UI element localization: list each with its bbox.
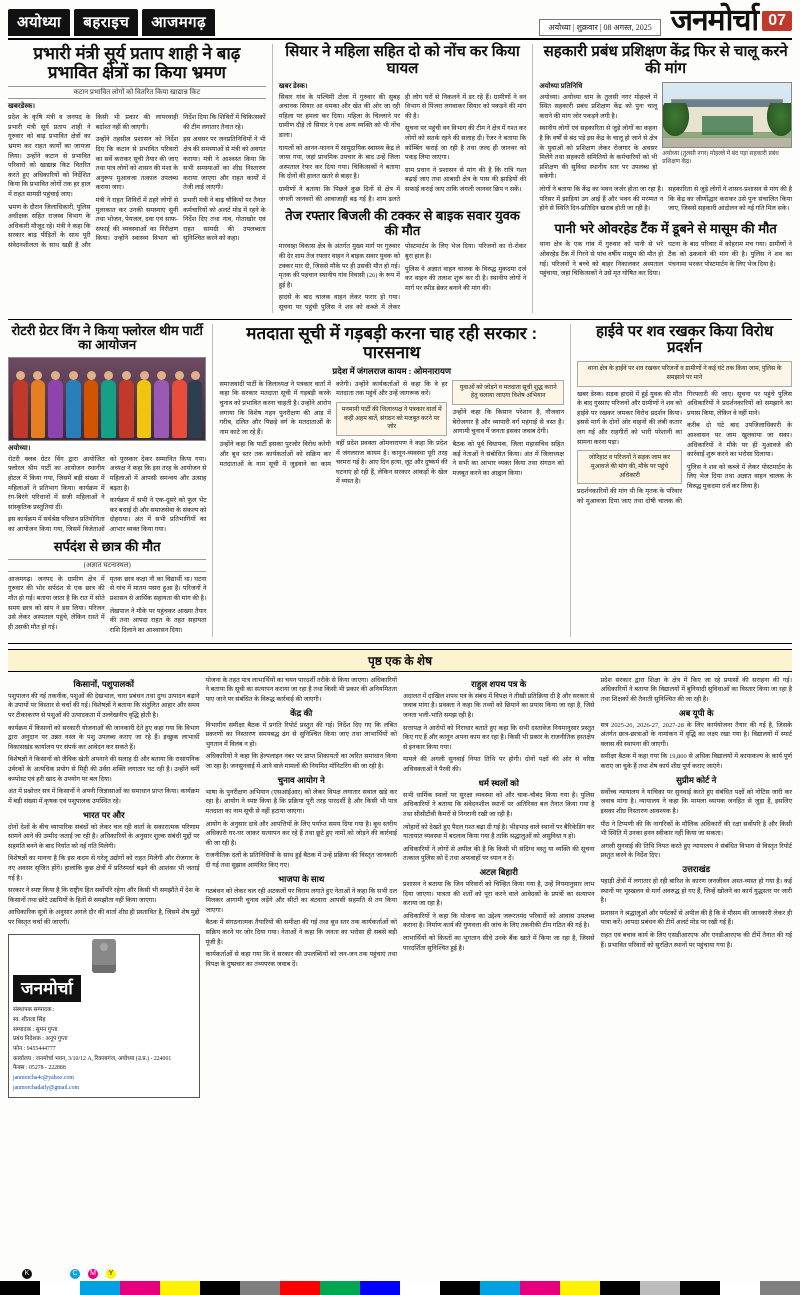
imprint-line: प्रबंध निदेशक : अनूप गुप्ता — [13, 1036, 68, 1043]
color-swatch — [480, 1281, 520, 1295]
photo-person-head — [87, 371, 96, 380]
story-para: घायलों को आनन-फानन में सामुदायिक स्वास्थ्य केंद्र ले जाया गया, जहां प्राथमिक उपचार के बाद उन्हें जिला अस्पताल रेफर कर दिया गया। चिकित्सकों ने बताया कि दोनों की हालत खतरे से बाहर है। — [278, 144, 401, 181]
imprint-box — [8, 934, 200, 1099]
story-para: आजमगढ़। जनपद के ग्रामीण क्षेत्र में गुरुवार की भोर सर्पदंश से एक छात्र की मौत हो गई। बताया जाता है कि रात में सोते समय छात्र को सांप ने डस लिया। परिजन उसे लेकर अस्पताल पहुंचे, लेकिन रास्ते में ही उसकी मौत हो गई। — [8, 575, 105, 631]
story-para: प्रदेश के कृषि मंत्री व जनपद के प्रभारी मंत्री सूर्य प्रताप शाही ने गुरुवार को बाढ़ प्रभावित क्षेत्रों का भ्रमण कर राहत कार्यों का जायजा लिया। उन्होंने कटान से प्रभावित परिवारों को खाद्यान्न किट वितरित करते हुए अधिकारियों को निर्देशित किया कि प्रभावित लोगों तक हर हाल में राहत सामग्री पहुंचाई जाए। — [8, 114, 91, 198]
jump-subhead: उत्तराखंड — [682, 863, 711, 874]
jump-subhead: किसानों, पशुपालकों — [73, 678, 134, 689]
story-para: सहकारिता से जुड़े लोगों ने शासन-प्रशासन से मांग की है कि केंद्र का जीर्णोद्धार कराकर उसे पुनः संचालित किया जाए, जिससे सहकारी आंदोलन को नई गति मिल सके। — [668, 186, 792, 213]
story-para: पशुपालन की नई तकनीक, पशुओं की देखभाल, चारा प्रबंधन तथा दुग्ध उत्पादन बढ़ाने के उपायों पर विस्तार से चर्चा की गई। विशेषज्ञों ने बताया कि संतुलित आहार और समय पर टीकाकरण से पशुओं की उत्पादकता में उल्लेखनीय वृद्धि होती है। — [8, 692, 200, 720]
statue-icon — [92, 939, 116, 973]
story-body-cont — [539, 185, 792, 217]
story-para: त्योहारों को देखते हुए पैदल गश्त बढ़ा दी गई है। भीड़भाड़ वाले स्थानों पर बैरिकेडिंग कर यातायात व्यवस्था में बदलाव किया गया है ताकि श्रद्धालुओं को असुविधा न हो। — [403, 823, 595, 841]
story-jackal-attack — [279, 44, 527, 313]
story-para: घटना के बाद परिवार में कोहराम मच गया। ग्रामीणों ने टैंक को ढकवाने की मांग की है। पुलिस ने शव का पंचनामा भरकर पोस्टमार्टम के लिए भेज दिया है। — [668, 241, 792, 268]
color-swatch — [440, 1281, 480, 1295]
color-swatch — [680, 1281, 720, 1295]
substory-headline: तेज रफ्तार बिजली की टक्कर से बाइक सवार युवक की मौत — [285, 208, 520, 238]
substory-body — [539, 240, 792, 278]
story-para: समीक्षा बैठक में कहा गया कि 19,800 से अधिक विद्यालयों में कायाकल्प के कार्य पूर्ण कराए जा चुके हैं तथा शेष कार्य शीघ्र पूर्ण कराए जाएंगे। — [600, 753, 792, 771]
story-body — [219, 380, 564, 487]
story-headline: प्रभारी मंत्री सूर्य प्रताप शाही ने बाढ़ प्रभावित क्षेत्रों का किया भ्रमण — [33, 44, 241, 83]
imprint-brand-main: जनमोर्च — [21, 978, 73, 998]
story-headline: सियार ने महिला सहित दो को नोंच कर किया घायल — [285, 43, 520, 77]
imprint-email[interactable]: janmorcha4c@yahoo.com — [13, 1074, 74, 1081]
story-voter-list — [219, 324, 564, 637]
reg-mark-c: C — [70, 1269, 80, 1279]
photo-caption: अयोध्या (तुलसी नगर) मोहल्ले में बंद पड़ा सहकारी प्रबंध प्रशिक्षण केंद्र। — [662, 150, 779, 165]
registration-marks — [0, 1269, 800, 1281]
color-swatch — [360, 1281, 400, 1295]
photo-person — [137, 380, 152, 437]
story-byline: खबर डेस्क। — [278, 81, 308, 90]
story-para: वहीं प्रदेश प्रवक्ता ओमनारायण ने कहा कि प्रदेश में जंगलराज कायम है। कानून-व्यवस्था पूरी तरह चरमरा गई है। आए दिन हत्या, लूट और दुष्कर्म की घटनाएं हो रही हैं, लेकिन सरकार आंकड़ों के खेल में व्यस्त है। — [335, 439, 448, 486]
column-divider — [570, 324, 571, 637]
color-swatch — [560, 1281, 600, 1295]
story-para: अधिकारियों ने लोगों से अपील की है कि किसी भी संदिग्ध वस्तु या व्यक्ति की सूचना तत्काल पुलिस को दें तथा अफवाहों पर ध्यान न दें। — [403, 845, 595, 863]
story-highlight: थाना क्षेत्र के हाईवे पर शव रखकर परिजनों व ग्रामीणों ने कई घंटे तक किया जाम, पुलिस के समझाने पर माने — [577, 361, 792, 386]
page-number-badge: 07 — [762, 11, 792, 31]
jump-subhead: धर्म स्थलों को — [478, 777, 519, 788]
color-swatch — [200, 1281, 240, 1295]
photo-person — [101, 380, 116, 437]
dateline: अयोध्या | शुक्रवार | 08 अगस्त, 2025 — [539, 19, 660, 36]
story-para: लोगों ने बताया कि केंद्र का भवन जर्जर होता जा रहा है। परिसर में झाड़ियां उग आई हैं और भवन की मरम्मत न होने से स्थिति दिन-प्रतिदिन खराब होती जा रही है। — [539, 186, 664, 213]
story-para: पहाड़ी क्षेत्रों में लगातार हो रही बारिश के कारण जनजीवन अस्त-व्यस्त हो गया है। कई स्थानों पर भूस्खलन से मार्ग अवरुद्ध हो गए हैं, जिन्हें खोलने का कार्य युद्धस्तर पर जारी है। — [600, 877, 792, 905]
story-para: कार्यक्रम में किसानों को सरकारी योजनाओं की जानकारी देते हुए कहा गया कि विभाग द्वारा अनुदान पर उन्नत नस्ल के पशु उपलब्ध कराए जा रहे हैं। इच्छुक लाभार्थी विकासखंड कार्यालय पर संपर्क कर आवेदन कर सकते हैं। — [8, 724, 200, 751]
story-headline: रोटरी ग्रेटर विंग ने किया फ्लोरल थीम पार्टी का आयोजन — [11, 322, 203, 353]
photo-person — [84, 380, 99, 437]
story-para: उन्होंने तहसील प्रशासन को निर्देश दिए कि कटान से प्रभावित परिवारों का सर्वे कराकर सूची तैयार की जाए तथा पात्र लोगों को शासन की मंशा के अनुरूप मुआवजा तत्काल उपलब्ध कराया जाए। — [95, 136, 179, 192]
photo-tree — [662, 103, 689, 136]
story-rotary-party — [8, 324, 206, 637]
substory-body — [8, 575, 206, 637]
color-swatch — [760, 1281, 800, 1295]
story-para: योजना के तहत पात्र लाभार्थियों का चयन पारदर्शी तरीके से किया जाएगा। अधिकारियों ने बताया कि सूची का सत्यापन कराया जा रहा है तथा किसी भी प्रकार की अनियमितता पाए जाने पर संबंधित के विरुद्ध कार्रवाई की जाएगी। — [205, 676, 397, 704]
color-swatch — [520, 1281, 560, 1295]
story-para: खबर डेस्क। सड़क हादसे में हुई युवक की मौत के बाद गुस्साए परिजनों और ग्रामीणों ने शव को हाईवे पर रखकर जमकर विरोध प्रदर्शन किया। इससे मार्ग के दोनों ओर वाहनों की लंबी कतार लग गई और राहगीरों को भारी परेशानी का सामना करना पड़ा। — [577, 390, 682, 446]
story-para: समाजवादी पार्टी के जिलाध्यक्ष ने पत्रकार वार्ता में कहा कि सरकार मतदाता सूची में गड़बड़ी करके चुनाव को प्रभावित करना चाहती है। उन्होंने आरोप लगाया कि विशेष गहन पुनरीक्षण की आड़ में गरीब, दलित और पिछड़े वर्ग के मतदाताओं के नाम काटे जा रहे हैं। — [219, 380, 331, 436]
story-para: मृतक छात्र कक्षा नौ का विद्यार्थी था। घटना से गांव में मातम पसरा हुआ है। परिजनों ने प्रशासन से आर्थिक सहायता की मांग की है। — [109, 575, 207, 602]
photo-person — [31, 380, 46, 437]
color-swatch — [600, 1281, 640, 1295]
story-para: उन्होंने कहा कि पार्टी इसका पुरजोर विरोध करेगी और बूथ स्तर तक कार्यकर्ताओं को सक्रिय कर मतदाताओं के नाम सूची में जुड़वाने का काम करेगी। उन्होंने कार्यकर्ताओं से कहा कि वे हर मतदाता तक पहुंचें और उन्हें जागरूक करें। — [219, 380, 448, 468]
story-para: करीब दो घंटे बाद उपजिलाधिकारी के आश्वासन पर जाम खुलवाया जा सका। अधिकारियों ने मौके पर ही मुआवजे की कार्रवाई शुरू करने का भरोसा दिलाया। — [687, 422, 792, 459]
jump-col-3 — [403, 676, 595, 1098]
edition-tab-ayodhya[interactable]: अयोध्या — [8, 9, 70, 36]
story-para: थाना क्षेत्र के एक गांव में गुरुवार को पानी से भरे ओवरहेड टैंक में गिरने से पांच वर्षीय मासूम की मौत हो गई। परिजनों ने बच्चे को बाहर निकालकर अस्पताल पहुंचाया, जहां चिकित्सकों ने उसे मृत घोषित कर दिया। — [539, 241, 664, 278]
jump-body — [601, 721, 793, 772]
column-divider — [212, 324, 213, 637]
story-para: राहत एवं बचाव कार्य के लिए एसडीआरएफ और एनडीआरएफ की टीमें तैनात की गई हैं। प्रभावित परिवारों को सुरक्षित स्थानों पर पहुंचाया गया है। — [600, 932, 792, 949]
color-swatch — [320, 1281, 360, 1295]
story-para: सिवार गांव के पश्चिमी टोला में गुरुवार की सुबह अचानक सियार आ धमका और खेत की ओर जा रही महिला पर हमला कर दिया। महिला के चिल्लाने पर ग्रामीण दौड़े तो सियार ने एक अन्य व्यक्ति को भी नोंच डाला। — [278, 93, 401, 140]
reg-mark-y: Y — [106, 1269, 116, 1279]
edition-tab-bahraich[interactable]: बहराइच — [74, 9, 138, 36]
story-para: सरकार ने स्पष्ट किया है कि राष्ट्रीय हित सर्वोपरि रहेगा और किसी भी समझौते में देश के किसानों तथा छोटे उद्यमियों के हितों से समझौता नहीं किया जाएगा। — [8, 887, 200, 904]
imprint-line: कार्यालय : जनमोर्चा भवन, 3/10/12 A, रिकाबगंज, अयोध्या (उ.प्र.) - 224001 — [13, 1055, 172, 1062]
story-body — [279, 93, 527, 205]
photo-person — [66, 380, 81, 437]
story-para: भ्रमण के दौरान जिलाधिकारी, पुलिस अधीक्षक सहित राजस्व विभाग के अधिकारी मौजूद रहे। मंत्री ने कहा कि सरकार बाढ़ पीड़ितों के साथ पूरी संवेदनशीलता के साथ खड़ी है और किसी भी प्रकार की लापरवाही बर्दाश्त नहीं की जाएगी। — [8, 114, 179, 249]
story-para: विभागीय समीक्षा बैठक में प्रगति रिपोर्ट प्रस्तुत की गई। निर्देश दिए गए कि लंबित प्रकरणों का निस्तारण समयबद्ध ढंग से सुनिश्चित किया जाए तथा लाभार्थियों को भुगतान में विलंब न हो। — [205, 721, 397, 748]
jump-col-2 — [206, 676, 398, 1098]
jump-subhead: केंद्र की — [290, 707, 313, 718]
photo-gate — [702, 116, 753, 135]
story-para: मारवाहा विकास क्षेत्र के अंतर्गत मुख्य मार्ग पर गुरुवार की देर शाम तेज रफ्तार वाहन ने बाइक सवार युवक को टक्कर मार दी, जिससे मौके पर ही उसकी मौत हो गई। मृतक की पहचान स्थानीय गांव निवासी (26) के रूप में हुई है। — [278, 243, 401, 289]
jump-body — [601, 877, 793, 950]
story-para: हादसे के बाद चालक वाहन लेकर फरार हो गया। सूचना पर पहुंची पुलिस ने शव को कब्जे में लेकर पोस्टमार्टम के लिए भेज दिया। परिजनों का रो-रोकर बुरा हाल है। — [278, 243, 527, 312]
imprint-line: संस्थापक सम्पादक : — [13, 1007, 55, 1014]
story-highlight: युवाओं को जोड़ने व मतदाता सूची शुद्ध कराने हेतु चलाया जाएगा विशेष अभियान — [452, 380, 564, 405]
jump-body — [403, 791, 595, 864]
story-body — [8, 113, 266, 251]
jump-subhead: राहुल शपथ पत्र के — [471, 678, 527, 689]
story-para: इस कार्यक्रम में सर्वश्रेष्ठ परिधान प्रतियोगिता का आयोजन किया गया, जिसमें विजेताओं को पुरस्कार देकर सम्मानित किया गया। अध्यक्ष ने कहा कि इस तरह के आयोजन से महिलाओं में आपसी समन्वय और उत्साह बढ़ता है। — [8, 455, 207, 534]
color-swatch — [720, 1281, 760, 1295]
color-calibration-bar — [0, 1281, 800, 1295]
column-divider — [532, 44, 533, 313]
reg-mark-m: M — [88, 1269, 98, 1279]
jump-section-title: पृष्ठ एक के शेष — [8, 649, 792, 672]
photo-person — [188, 380, 203, 437]
imprint-line: फैक्स : 05278 - 222888 — [13, 1065, 66, 1072]
story-para: दोनों देशों के बीच व्यापारिक संबंधों को लेकर चल रही वार्ता के सकारात्मक परिणाम सामने आने की उम्मीद जताई जा रही है। अधिकारियों के अनुसार शुल्क संबंधी मुद्दों पर सहमति बनने के बाद निर्यात को नई गति मिलेगी। — [8, 823, 200, 850]
story-para: गठबंधन को लेकर चल रही अटकलों पर विराम लगाते हुए नेताओं ने कहा कि सभी दल मिलकर आगामी चुनाव लड़ेंगे और सीटों का बंटवारा आपसी सहमति से तय किया जाएगा। — [205, 887, 397, 914]
imprint-brand — [13, 975, 81, 1003]
story-para: अंत में प्रश्नोत्तर सत्र में किसानों ने अपनी जिज्ञासाओं का समाधान प्राप्त किया। कार्यक्रम में बड़ी संख्या में कृषक एवं पशुपालक उपस्थित रहे। — [8, 788, 200, 805]
story-headline: हाईवे पर शव रखकर किया विरोध प्रदर्शन — [595, 322, 774, 357]
column-divider — [272, 44, 273, 313]
color-swatch — [0, 1281, 40, 1295]
story-para: भाषा के पुनरीक्षण अभियान (एसआईआर) को लेकर विपक्ष लगातार सवाल खड़े कर रहा है। आयोग ने स्पष्ट किया है कि प्रक्रिया पूरी तरह पारदर्शी है और किसी भी पात्र मतदाता का नाम सूची से नहीं हटाया जाएगा। — [205, 788, 397, 815]
story-body — [8, 455, 206, 536]
photo-person-head — [140, 371, 149, 380]
color-swatch — [80, 1281, 120, 1295]
story-para: बैठक में संगठनात्मक तैयारियों की समीक्षा की गई तथा बूथ स्तर तक कार्यकर्ताओं को सक्रिय करने पर जोर दिया गया। नेताओं ने कहा कि जनता का भरोसा ही सबसे बड़ी पूंजी है। — [205, 919, 397, 946]
jump-body — [403, 880, 595, 953]
jump-subhead: अब यूपी के — [678, 707, 714, 718]
photo-person — [119, 380, 134, 437]
story-para: आयोग के अनुसार दावे और आपत्तियों के लिए पर्याप्त समय दिया गया है। बूथ स्तरीय अधिकारी घर-घर जाकर सत्यापन कर रहे हैं तथा छूटे हुए नामों को जोड़ने की कार्रवाई की जा रही है। — [205, 820, 397, 847]
jump-body — [206, 721, 398, 772]
jump-body — [8, 692, 200, 807]
story-para: लेखपाल ने मौके पर पहुंचकर आख्या तैयार की तथा आपदा राहत के तहत सहायता राशि दिलाने का आश्वासन दिया। — [109, 607, 207, 634]
jump-body — [206, 887, 398, 970]
reg-mark-k: K — [22, 1269, 32, 1279]
edition-tabs — [8, 6, 215, 36]
masthead-dateline-area — [215, 6, 671, 36]
imprint-line: फोन : 9455444777 — [13, 1045, 56, 1052]
story-para: सर्वोच्च न्यायालय ने याचिका पर सुनवाई करते हुए संबंधित पक्षों को नोटिस जारी कर जवाब मांगा है। न्यायालय ने कहा कि मामला व्यापक जनहित से जुड़ा है, इसलिए इसका शीघ्र निस्तारण आवश्यक है। — [600, 788, 792, 815]
jump-col-1 — [8, 676, 200, 1098]
color-swatch — [40, 1281, 80, 1295]
jump-col-4 — [601, 676, 793, 1098]
jump-body — [206, 788, 398, 871]
photo-road — [663, 138, 791, 147]
photo-person — [48, 380, 63, 437]
story-para: विशेषज्ञों का मानना है कि इस कदम से घरेलू उद्योगों को राहत मिलेगी और रोजगार के नए अवसर सृजित होंगे। हालांकि कुछ क्षेत्रों में प्रतिस्पर्धा बढ़ने की आशंका भी जताई गई है। — [8, 855, 200, 882]
story-para: प्रशासन ने श्रद्धालुओं और पर्यटकों से अपील की है कि वे मौसम की जानकारी लेकर ही यात्रा करें। आपदा प्रबंधन की टीमें अलर्ट मोड पर रखी गई हैं। — [600, 909, 792, 927]
photo-person — [154, 380, 169, 437]
color-swatch — [640, 1281, 680, 1295]
story-location: अयोध्या। — [8, 443, 31, 452]
imprint-line: स्व. शीतला सिंह — [13, 1016, 46, 1023]
jump-subhead: भारत पर और — [82, 809, 125, 820]
imprint-email[interactable]: janmorchadaily@gmail.com — [13, 1084, 80, 1091]
story-para: पीठ ने टिप्पणी की कि नागरिकों के मौलिक अधिकारों की रक्षा सर्वोपरि है और किसी भी स्थिति में उनका हनन स्वीकार नहीं किया जा सकता। — [600, 820, 792, 838]
substory-headline: पानी भरे ओवरहेड टैंक में डूबने से मासूम की मौत — [554, 220, 777, 236]
story-para: प्रभारी मंत्री ने बाढ़ चौकियों पर तैनात कर्मचारियों को अलर्ट मोड में रहने के निर्देश दिए तथा नाव, गोताखोर एवं राहत सामग्री की उपलब्धता सुनिश्चित करने को कहा। — [183, 196, 266, 243]
top-stories-band — [8, 40, 792, 320]
story-para: अगली सुनवाई की तिथि नियत करते हुए न्यायालय ने संबंधित विभाग से विस्तृत रिपोर्ट प्रस्तुत करने के निर्देश दिए। — [600, 842, 792, 860]
story-byline: अयोध्या प्रतिनिधि — [539, 81, 583, 90]
story-photo-group — [8, 357, 206, 441]
story-para: उन्होंने कहा कि किसान परेशान है, नौजवान बेरोजगार है और व्यापारी वर्ग महंगाई से त्रस्त है। आगामी चुनाव में जनता इसका जवाब देगी। — [452, 409, 564, 436]
photo-person — [13, 380, 28, 437]
story-subhead: प्रदेश में जंगलराज कायम : ओमनारायण — [332, 365, 452, 376]
story-para: ग्राम प्रधान ने प्रशासन से मांग की है कि रात्रि गश्त बढ़ाई जाए तथा आबादी क्षेत्र के पास की झाड़ियों की सफाई कराई जाए ताकि जंगली जानवर छिप न सकें। — [405, 166, 527, 194]
story-para: कार्यक्रम में सभी ने एक-दूसरे को फूल भेंट कर बधाई दी और समाजसेवा के संकल्प को दोहराया। अंत में सभी प्रतिभागियों का आभार व्यक्त किया गया। — [109, 497, 207, 534]
story-para: अधिकारियों ने कहा कि योजना का उद्देश्य जरूरतमंद परिवारों को आवास उपलब्ध कराना है। निर्माण कार्य की गुणवत्ता की जांच के लिए तकनीकी टीम गठित की गई है। — [403, 912, 595, 930]
story-para: मंत्री ने राहत शिविरों में ठहरे लोगों से मुलाकात कर उनकी समस्याएं सुनीं तथा भोजन, पेयजल, दवा एवं साफ-सफाई की व्यवस्थाओं का निरीक्षण किया। उन्होंने स्वास्थ्य विभाग को निर्देश दिया कि शिविरों में चिकित्सकों की टीम लगातार तैनात रहे। — [95, 114, 266, 243]
substory-headline: सर्पदंश से छात्र की मौत — [53, 539, 161, 555]
story-para: विशेषज्ञों ने किसानों को जैविक खेती अपनाने की सलाह दी और बताया कि रासायनिक उर्वरकों के अत्यधिक प्रयोग से मिट्टी की उर्वरा शक्ति लगातार घट रही है। उन्होंने वर्मी कम्पोस्ट एवं हरी खाद के उपयोग पर बल दिया। — [8, 756, 200, 783]
color-swatch — [400, 1281, 440, 1295]
color-swatch — [120, 1281, 160, 1295]
story-para: अदालत में दाखिल शपथ पत्र के संबंध में विपक्ष ने तीखी प्रतिक्रिया दी है और सरकार से जवाब मांगा है। प्रवक्ता ने कहा कि तथ्यों को छिपाने का प्रयास किया जा रहा है, जिसे जनता भली-भांति समझ रही है। — [403, 692, 595, 720]
story-para: अधिकारियों ने कहा कि हेल्पलाइन नंबर पर प्राप्त शिकायतों का त्वरित समाधान किया जा रहा है। जनसुनवाई में आने वाले मामलों की नियमित मॉनिटरिंग की जा रही है। — [205, 753, 397, 771]
story-para: सत्र 2025-26, 2026-27, 2027-28 के लिए कार्ययोजना तैयार की गई है, जिसके अंतर्गत छात्र-छात्राओं के नामांकन में वृद्धि का लक्ष्य रखा गया है। विद्यालयों में स्मार्ट क्लास की स्थापना की जाएगी। — [600, 721, 792, 748]
story-highway-protest — [577, 324, 792, 637]
photo-tree — [767, 103, 792, 136]
story-para: प्रदर्शनकारियों की मांग थी कि मृतक के परिवार को मुआवजा दिया जाए तथा दोषी चालक की गिरफ्तारी की जाए। सूचना पर पहुंचे पुलिस अधिकारियों ने प्रदर्शनकारियों को समझाने का प्रयास किया, लेकिन वे नहीं माने। — [577, 390, 792, 505]
substory-kicker: (अज्ञात घटनास्थल) — [8, 559, 206, 572]
story-highlight: मनमानी पार्टी की जिलाध्यक्ष ने पत्रकार वार्ता में कही अहम बातें, संगठन को मजबूत करने पर जोर — [336, 402, 448, 436]
story-flood-minister — [8, 44, 266, 313]
story-para: प्रशासन ने बताया कि जिन परिवारों को चिन्हित किया गया है, उन्हें नियमानुसार लाभ दिया जाएगा। पात्रता की शर्तों को पूरा करने वाले आवेदकों के प्रपत्रों का सत्यापन कराया जा रहा है। — [403, 880, 595, 908]
masthead — [8, 6, 792, 40]
story-headline: सहकारी प्रबंध प्रशिक्षण केंद्र फिर से चालू करने की मांग — [543, 43, 788, 77]
jump-subhead: चुनाव आयोग ने — [277, 774, 325, 785]
jump-subhead: सुप्रीम कोर्ट ने — [676, 774, 717, 785]
story-highlight-2: जोरिहाट व परिजनों ने सड़क जाम कर मुआवजे की मांग की, मौके पर पहुंचे अधिकारी — [577, 450, 682, 484]
jump-body — [206, 676, 398, 705]
story-byline: खबरडेस्क। — [8, 102, 36, 111]
story-kicker: कटान प्रभावित लोगों को वितरित किया खाद्यान्न किट — [8, 86, 266, 99]
story-para: पुलिस ने अज्ञात वाहन चालक के विरुद्ध मुकदमा दर्ज कर वाहन की तलाश शुरू कर दी है। स्थानीय लोगों ने मार्ग पर स्पीड ब्रेकर बनाने की मांग की। — [405, 265, 527, 292]
substory-body — [279, 242, 527, 312]
color-swatch — [240, 1281, 280, 1295]
mid-stories-band — [8, 320, 792, 644]
story-para: सभी धार्मिक स्थलों पर सुरक्षा व्यवस्था को और चाक-चौबंद किया गया है। पुलिस अधिकारियों ने बताया कि संवेदनशील स्थानों पर अतिरिक्त बल तैनात किया गया है तथा सीसीटीवी कैमरों से निगरानी रखी जा रही है। — [403, 791, 595, 818]
imprint-line: सम्पादक : सुमन गुप्ता — [13, 1026, 58, 1033]
jump-body — [601, 788, 793, 861]
story-para: प्रदेश सरकार द्वारा शिक्षा के क्षेत्र में किए जा रहे प्रयासों की सराहना की गई। अधिकारियों ने बताया कि विद्यालयों में बुनियादी सुविधाओं का विस्तार किया जा रहा है तथा शिक्षकों की तैनाती सुनिश्चित की जा रही है। — [600, 676, 792, 704]
story-para: लाभार्थियों को किस्तों का भुगतान सीधे उनके बैंक खाते में किया जा रहा है, जिससे पारदर्शिता सुनिश्चित हुई है। — [403, 935, 595, 952]
masthead-logo — [671, 6, 792, 36]
story-cooperative-centre — [539, 44, 792, 313]
story-para: इस अवसर पर जनप्रतिनिधियों ने भी क्षेत्र की समस्याओं से मंत्री को अवगत कराया। मंत्री ने आश्वस्त किया कि सभी समस्याओं का शीघ्र निस्तारण कराया जाएगा और राहत कार्यों में तेजी लाई जाएगी। — [183, 136, 266, 192]
story-headline: मतदाता सूची में गड़बड़ी करना चाह रही सरकार : पारसनाथ — [246, 323, 538, 362]
photo-person-head — [191, 371, 200, 380]
story-para: आधिकारिक सूत्रों के अनुसार अगले दौर की वार्ता शीघ्र ही प्रस्तावित है, जिसमें शेष मुद्दों पर विस्तृत चर्चा की जाएगी। — [8, 909, 200, 927]
story-para: कार्यकर्ताओं से कहा गया कि वे सरकार की उपलब्धियों को जन-जन तक पहुंचाएं तथा विपक्ष के दुष्प्रचार का तथ्यपरक जवाब दें। — [205, 951, 397, 968]
story-para: पुलिस ने शव को कब्जे में लेकर पोस्टमार्टम के लिए भेज दिया तथा अज्ञात वाहन चालक के विरुद्ध मुकदमा दर्ज कर लिया है। — [687, 463, 792, 491]
logo-text — [671, 6, 758, 36]
story-para: स्थानीय लोगों एवं सहकारिता से जुड़े लोगों का कहना है कि वर्षों से बंद पड़े इस केंद्र के चालू हो जाने से क्षेत्र के युवाओं को प्रशिक्षण लेकर रोजगार के अवसर मिलेंगे तथा सहकारी समितियों के कर्मचारियों को भी प्रशिक्षण की सुविधा स्थानीय स्तर पर उपलब्ध हो सकेगी। — [539, 125, 658, 181]
story-para: सूचना पर पहुंची वन विभाग की टीम ने क्षेत्र में गश्त कर लोगों को सतर्क रहने की सलाह दी। रेंजर ने बताया कि कॉम्बिंग कराई जा रही है तथा जल्द ही जानवर को पकड़ लिया जाएगा। — [405, 125, 527, 162]
jump-body — [403, 692, 595, 775]
jump-body — [601, 676, 793, 705]
story-para: रोटरी क्लब ग्रेटर विंग द्वारा आयोजित फ्लोरल थीम पार्टी का आयोजन स्थानीय होटल में किया गया, जिसमें बड़ी संख्या में महिलाओं ने प्रतिभाग किया। कार्यक्रम में रंग-बिरंगे परिधानों में सजी महिलाओं ने सांस्कृतिक प्रस्तुतियां दीं। — [8, 455, 105, 511]
story-para: सत्तापक्ष ने आरोपों को निराधार बताते हुए कहा कि सभी दस्तावेज नियमानुसार प्रस्तुत किए गए हैं और कानून अपना काम कर रहा है। किसी भी प्रकार के राजनीतिक हस्तक्षेप से इनकार किया गया। — [403, 724, 595, 751]
logo-main: जनमोर्च — [670, 4, 759, 37]
jump-section-body — [8, 676, 792, 1098]
jump-body — [8, 823, 200, 928]
color-swatch — [280, 1281, 320, 1295]
story-body — [539, 93, 657, 182]
jump-subhead: अटल बिहारी — [479, 866, 518, 877]
story-para: अयोध्या। अयोध्या धाम के तुलसी नगर मोहल्ले में स्थित सहकारी प्रबंध प्रशिक्षण केंद्र को पुनः चालू कराने की मांग जोर पकड़ने लगी है। — [539, 93, 658, 120]
photo-person — [172, 380, 187, 437]
color-swatch — [160, 1281, 200, 1295]
story-para: मामले की अगली सुनवाई नियत तिथि पर होगी। दोनों पक्षों की ओर से वरिष्ठ अधिवक्ताओं ने पैरवी की। — [403, 756, 595, 774]
jump-subhead: भाजपा के साथ — [278, 873, 325, 884]
story-para: बैठक को पूर्व विधायक, जिला महासचिव सहित कई नेताओं ने संबोधित किया। अंत में जिलाध्यक्ष ने सभी का आभार व्यक्त किया तथा संगठन को मजबूत करने का आह्वान किया। — [452, 440, 564, 477]
story-para: ग्रामीणों ने बताया कि पिछले कुछ दिनों से क्षेत्र में जंगली जानवरों की आवाजाही बढ़ गई है। शाम ढलते ही लोग घरों से निकलने में डर रहे हैं। ग्रामीणों ने वन विभाग से पिंजरा लगवाकर सियार को पकड़ने की मांग की है। — [278, 93, 527, 203]
story-body — [577, 390, 792, 507]
story-para: राजनीतिक दलों के प्रतिनिधियों के साथ हुई बैठक में उन्हें प्रक्रिया की विस्तृत जानकारी दी गई तथा सुझाव आमंत्रित किए गए। — [205, 852, 397, 869]
edition-tab-azamgarh[interactable]: आजमगढ़ — [142, 9, 215, 36]
story-photo — [662, 82, 792, 148]
